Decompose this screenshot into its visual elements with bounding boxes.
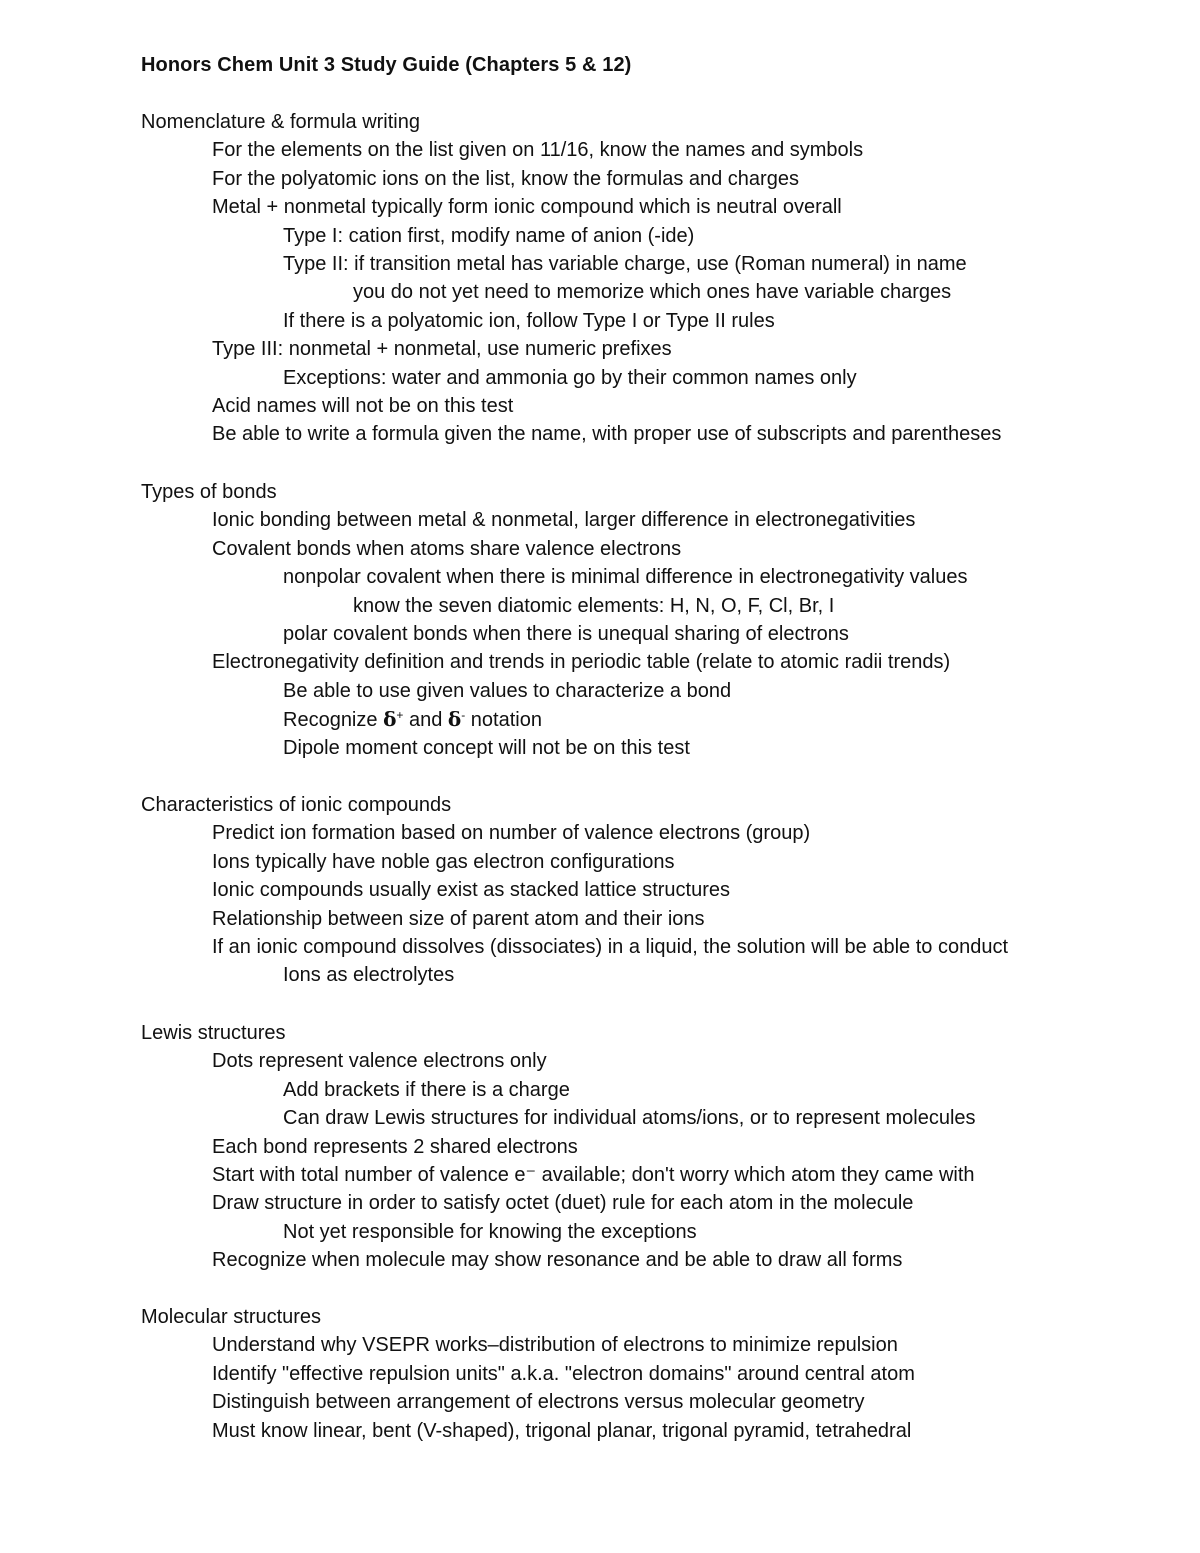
section-ionic-compounds [0,791,1200,990]
delta-symbol: δ [383,707,397,732]
list-item: Ionic bonding between metal & nonmetal, larger difference in electronegativities [212,509,916,532]
list-item: Be able to write a formula given the name, with proper use of subscripts and parentheses [212,423,1002,446]
list-item: Dipole moment concept will not be on this test [283,736,690,759]
list-item: you do not yet need to memorize which ones have variable charges [353,281,952,304]
list-item: Start with total number of valence e⁻ available; don't worry which atom they came with [212,1163,975,1186]
list-item: Predict ion formation based on number of valence electrons (group) [212,822,811,845]
list-item: know the seven diatomic elements: H, N, O, F, Cl, Br, I [353,594,835,617]
list-item: Type III: nonmetal + nonmetal, use numeric prefixes [212,338,672,361]
section-nomenclature [0,108,1200,449]
list-item: Acid names will not be on this test [212,394,514,417]
section-molecular-structures [0,1303,1200,1445]
minus-superscript: - [461,708,466,723]
list-item: polar covalent bonds when there is unequal sharing of electrons [283,622,849,645]
list-item: If an ionic compound dissolves (dissociates) in a liquid, the solution will be able to conduct [212,935,1008,958]
list-item: Draw structure in order to satisfy octet (duet) rule for each atom in the molecule [212,1192,914,1215]
list-item: If there is a polyatomic ion, follow Type I or Type II rules [283,309,775,332]
section-heading: Lewis structures [141,1022,286,1044]
list-item: Ions typically have noble gas electron configurations [212,850,675,873]
list-item: nonpolar covalent when there is minimal difference in electronegativity values [283,566,968,589]
list-item: Relationship between size of parent atom and their ions [212,907,705,930]
list-item: Must know linear, bent (V-shaped), trigonal planar, trigonal pyramid, tetrahedral [212,1419,912,1442]
list-item: For the polyatomic ions on the list, know the formulas and charges [212,167,799,190]
section-heading: Characteristics of ionic compounds [141,794,452,816]
list-item: Type II: if transition metal has variable charge, use (Roman numeral) in name [283,252,967,275]
section-lewis-structures [0,1019,1200,1275]
list-item: For the elements on the list given on 11/16, know the names and symbols [212,139,864,162]
list-item: Type I: cation first, modify name of anion (-ide) [283,224,695,247]
list-item: Electronegativity definition and trends in periodic table (relate to atomic radii trends) [212,651,951,674]
list-item: Not yet responsible for knowing the exceptions [283,1220,697,1243]
list-item-delta-notation [0,705,1200,733]
section-heading: Nomenclature & formula writing [141,111,420,133]
list-item: Be able to use given values to characterize a bond [283,679,732,702]
list-item: Covalent bonds when atoms share valence electrons [212,537,682,560]
list-item: Recognize when molecule may show resonance and be able to draw all forms [212,1249,903,1272]
list-item: Identify "effective repulsion units" a.k.a. "electron domains" around central atom [212,1362,915,1385]
section-heading: Types of bonds [141,481,277,503]
list-item: Each bond represents 2 shared electrons [212,1135,578,1158]
list-item: Understand why VSEPR works–distribution of electrons to minimize repulsion [212,1334,898,1357]
page-title: Honors Chem Unit 3 Study Guide (Chapters 5 & 12) [141,54,632,76]
list-item: Can draw Lewis structures for individual atoms/ions, or to represent molecules [283,1107,976,1130]
list-item: Metal + nonmetal typically form ionic compound which is neutral overall [212,196,842,219]
plus-superscript: + [396,708,404,723]
list-item: Ionic compounds usually exist as stacked lattice structures [212,879,731,902]
list-item: Add brackets if there is a charge [283,1078,570,1101]
list-item: Distinguish between arrangement of electrons versus molecular geometry [212,1391,865,1414]
list-item: Exceptions: water and ammonia go by their common names only [283,366,857,389]
recognize-suffix: notation [465,709,542,732]
recognize-prefix: Recognize [283,709,384,732]
section-types-of-bonds [0,478,1200,762]
delta-symbol: δ [447,707,462,732]
section-heading: Molecular structures [141,1306,322,1328]
list-item: Dots represent valence electrons only [212,1050,547,1073]
recognize-and: and [403,709,448,732]
list-item: Ions as electrolytes [283,964,455,987]
